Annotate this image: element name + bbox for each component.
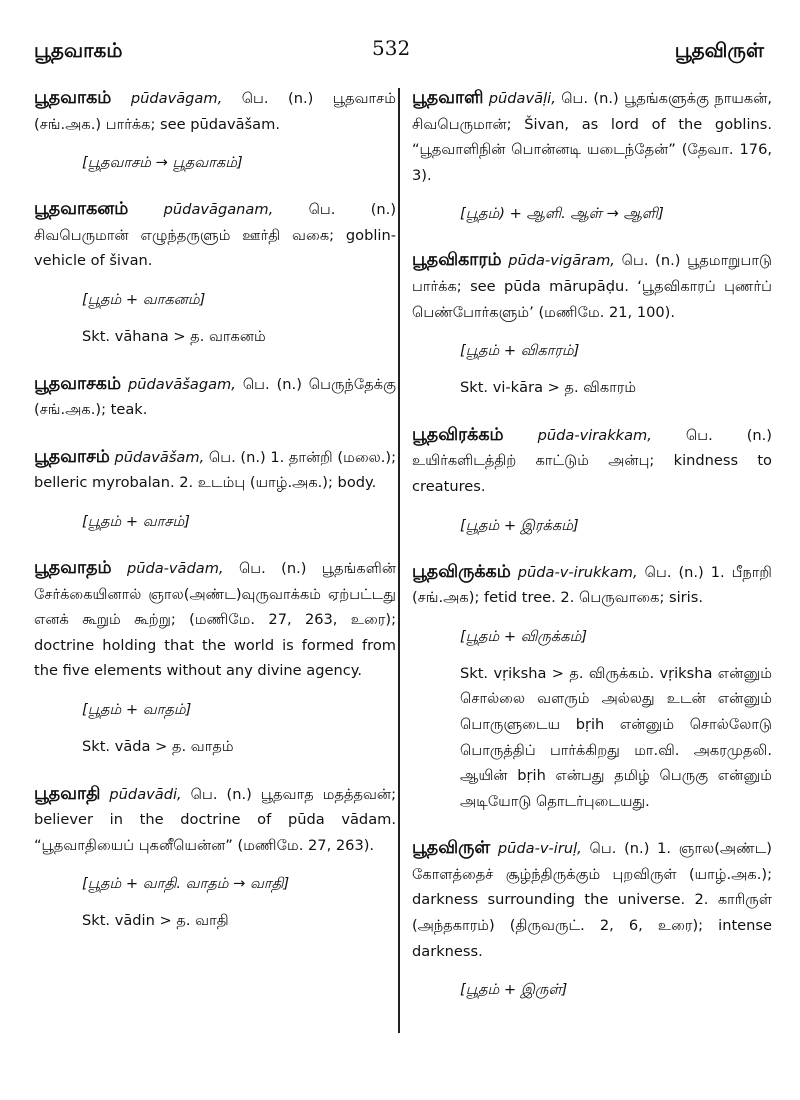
entry-etymology: [பூதம் + விருக்கம்] — [460, 627, 588, 645]
entry-definition: பெ. (n.) பூதங்களின் சேர்க்கையினால் ஞால(அண்ட)வுருவாக்கம் ஏற்பட்டது எனக் கூறும் கூற்று; (மணிமே. 27, 263, உரை); doctrine holding that the world is formed from the five elements without any divine agency. — [34, 559, 397, 680]
entry-headword: பூதவாளி — [412, 88, 484, 108]
dictionary-entry — [412, 423, 772, 538]
entry-etymology: [பூதம் + இரக்கம்] — [460, 516, 579, 534]
left-column — [34, 86, 396, 956]
left-running-headword: பூதவாகம் — [34, 38, 123, 62]
dictionary-entry — [412, 86, 772, 226]
entry-definition: பெ. (n.) பெருந்தேக்கு (சங்.அக.); teak. — [34, 375, 396, 419]
entry-headword: பூதவாகனம் — [34, 199, 129, 220]
entry-definition: பெ. (n.) உயிர்களிடத்திற் காட்டும் அன்பு; kindness to creatures. — [412, 426, 772, 495]
right-column — [412, 86, 772, 1024]
entry-text — [34, 197, 396, 274]
entry-text — [412, 248, 772, 325]
entry-definition: பெ. (n.) பூதவாத மதத்தவன்; believer in the doctrine of pūda vādam. “பூதவாதியைப் புகனீயென்ன” (மணிமே. 27, 263). — [34, 785, 396, 854]
entry-text — [34, 445, 396, 496]
entry-etymology: [பூதவாசம் → பூதவாகம்] — [82, 154, 243, 172]
entry-headword: பூதவிருள் — [412, 838, 491, 859]
entry-transliteration: pūda-v-iruḷ, — [497, 840, 582, 858]
entry-sanskrit-note: Skt. vi-kāra > த. விகாரம் — [460, 379, 637, 397]
entry-headword: பூதவிருக்கம் — [412, 561, 511, 582]
entry-etymology: [பூதம்) + ஆளி. ஆள் → ஆளி] — [460, 205, 664, 223]
entry-headword: பூதவிரக்கம் — [412, 424, 504, 445]
dictionary-entry — [412, 248, 772, 400]
entry-etymology: [பூதம் + வாதி. வாதம் → வாதி] — [82, 875, 290, 893]
entry-definition: பெ. (n.) பூதவாசம் (சங்.அக.) பார்க்க; see pūdavāšam. — [34, 90, 397, 133]
entry-transliteration: pūdavāganam, — [163, 201, 274, 219]
entry-transliteration: pūda-v-irukkam, — [517, 563, 638, 581]
entry-definition: பெ. (n.) பூதங்களுக்கு நாயகன், சிவபெருமான்; Šivan, as lord of the goblins. “பூதவாளிநின் பொன்னடி யடைந்தேன்” (தேவா. 176, 3). — [412, 90, 772, 184]
entry-text — [412, 560, 772, 611]
right-running-headword: பூதவிருள் — [674, 38, 764, 62]
entry-transliteration: pūdavāgam, — [130, 90, 223, 107]
entry-sanskrit-note: Skt. vāhana > த. வாகனம் — [82, 327, 266, 345]
entry-transliteration: pūda-virakkam, — [537, 426, 652, 444]
entry-sanskrit-note: Skt. vādin > த. வாதி — [82, 912, 229, 930]
entry-sanskrit-note: Skt. vāda > த. வாதம் — [82, 737, 234, 755]
dictionary-entry — [412, 836, 772, 1002]
entry-definition: பெ. (n.) சிவபெருமான் எழுந்தருளும் ஊர்தி வகை; goblin-vehicle of šivan. — [34, 201, 397, 270]
entry-definition: பெ. (n.) 1. பீநாறி (சங்.அக); fetid tree. 2. பெருவாகை; siris. — [412, 563, 772, 607]
page-number: 532 — [372, 36, 411, 60]
entry-etymology: [பூதம் + வாசம்] — [82, 512, 190, 530]
entry-sanskrit-note: Skt. vṛiksha > த. விருக்கம். vṛiksha என்னும் சொல்லை வளரும் அல்லது உடன் என்னும் பொருளுடைய bṛih என்னும் சொல்லோடு பொருத்திப் பார்க்கிறது மா.வி. அகரமுதலி. ஆயின் bṛih என்பது தமிழ் பெருகு என்னும் அடியோடு தொடர்புடையது. — [460, 664, 772, 810]
dictionary-entry — [34, 372, 396, 423]
dictionary-entry — [34, 86, 396, 175]
entry-definition: பெ. (n.) 1. தான்றி (மலை.); belleric myrobalan. 2. உடம்பு (யாழ்.அக.); body. — [34, 448, 397, 492]
dictionary-entry — [34, 197, 396, 349]
entry-etymology: [பூதம் + வாதம்] — [82, 700, 192, 718]
entry-headword: பூதவாதம் — [34, 557, 112, 578]
entry-headword: பூதவாகம் — [34, 88, 112, 108]
entry-transliteration: pūdavāšagam, — [127, 375, 236, 393]
entry-text — [34, 782, 396, 859]
entry-transliteration: pūda-vādam, — [126, 559, 224, 577]
dictionary-entry — [34, 782, 396, 934]
entry-text — [34, 372, 396, 423]
entry-transliteration: pūdavādi, — [109, 785, 182, 803]
entry-text — [412, 86, 772, 188]
entry-headword: பூதவாதி — [34, 783, 101, 804]
dictionary-entry — [412, 560, 772, 815]
column-divider — [398, 88, 400, 1033]
dictionary-entry — [34, 556, 396, 760]
entry-etymology: [பூதம் + விகாரம்] — [460, 342, 580, 360]
entry-headword: பூதவாசகம் — [34, 373, 122, 394]
entry-transliteration: pūdavāšam, — [114, 448, 205, 466]
entry-text — [34, 556, 396, 684]
entry-etymology: [பூதம் + வாகனம்] — [82, 290, 206, 308]
entry-text — [412, 836, 772, 964]
page-header — [0, 0, 800, 70]
entry-text — [34, 86, 396, 137]
entry-text — [412, 423, 772, 500]
entry-transliteration: pūdavāḷi, — [488, 90, 556, 107]
entry-headword: பூதவிகாரம் — [412, 250, 502, 271]
entry-transliteration: pūda-vigāram, — [508, 252, 615, 270]
entry-headword: பூதவாசம் — [34, 446, 110, 467]
dictionary-entry — [34, 445, 396, 534]
entry-definition: பெ. (n.) பூதமாறுபாடு பார்க்க; see pūda mārupāḍu. ‘பூதவிகாரப் புணர்ப் பெண்போர்களும்’ (மணிமே. 21, 100). — [412, 252, 773, 321]
entry-etymology: [பூதம் + இருள்] — [460, 981, 568, 999]
entry-definition: பெ. (n.) 1. ஞால(அண்ட) கோளத்தைச் சூழ்ந்திருக்கும் புறவிருள் (யாழ்.அக.); darkness surrounding the universe. 2. காரிருள் (அந்தகாரம்) (திருவருட். 2, 6, உரை); intense darkness. — [412, 840, 773, 960]
